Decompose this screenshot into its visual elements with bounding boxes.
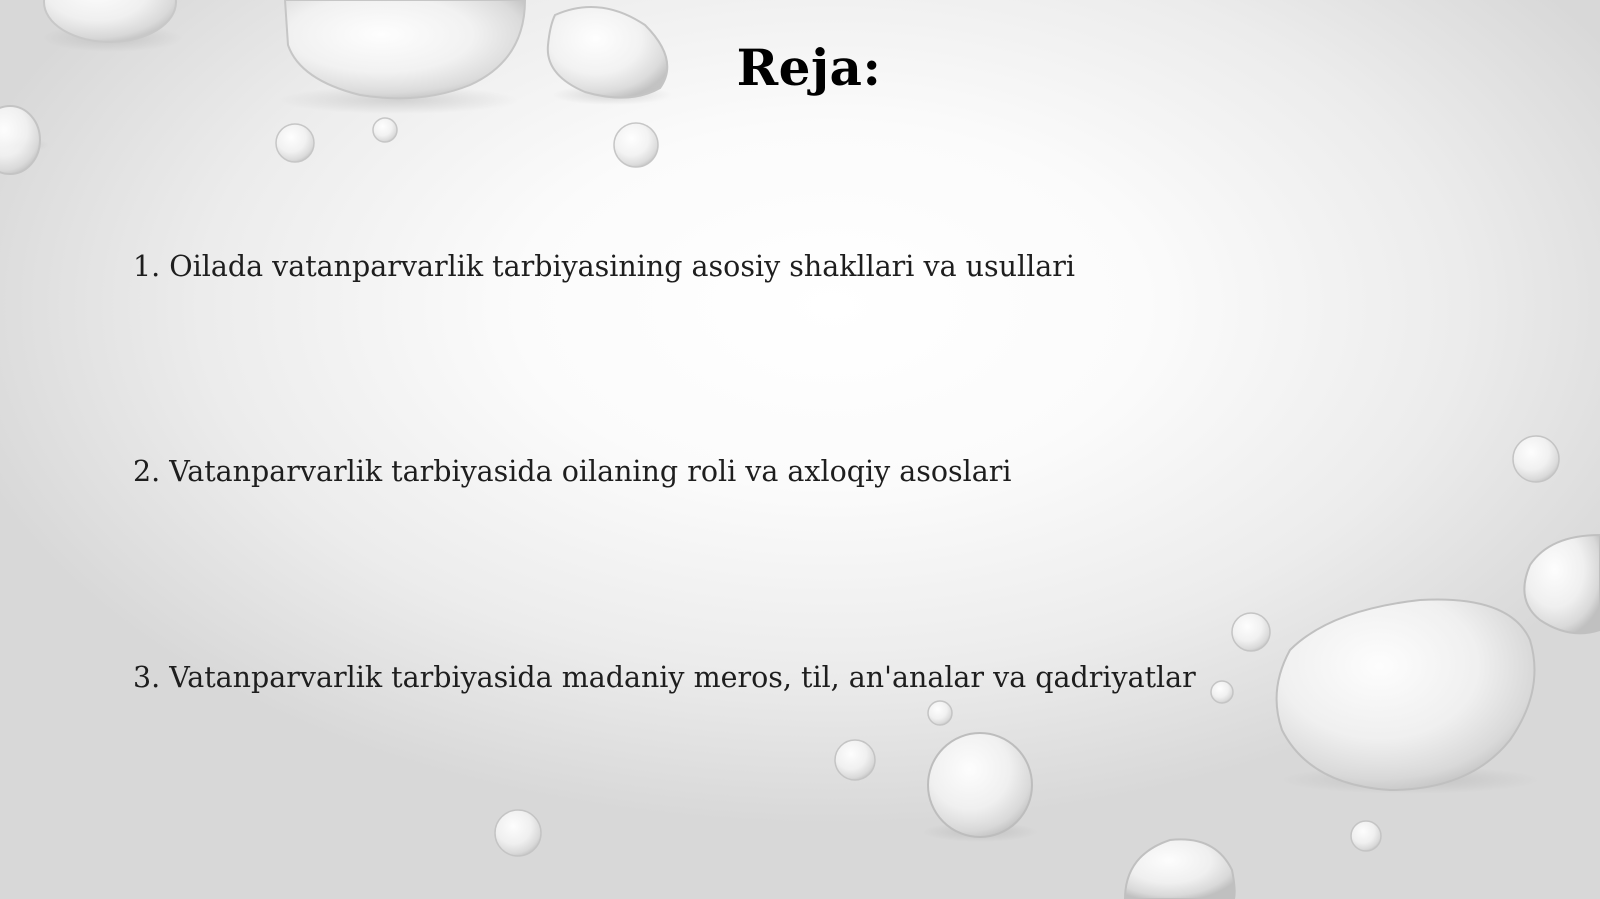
slide-title xyxy=(0,38,1600,97)
plan-item-1: 1. Oilada vatanparvarlik tarbiyasining asosiy shakllari va usullari xyxy=(133,250,1075,283)
slide-title-text: Reja: xyxy=(736,38,882,97)
drop-group-right xyxy=(1125,436,1600,899)
plan-item-3: 3. Vatanparvarlik tarbiyasida madaniy meros, til, an'analar va qadriyatlar xyxy=(133,661,1196,694)
plan-item-2: 2. Vatanparvarlik tarbiyasida oilaning roli va axloqiy asoslari xyxy=(133,455,1012,488)
drop-group-bottom xyxy=(495,701,1038,856)
